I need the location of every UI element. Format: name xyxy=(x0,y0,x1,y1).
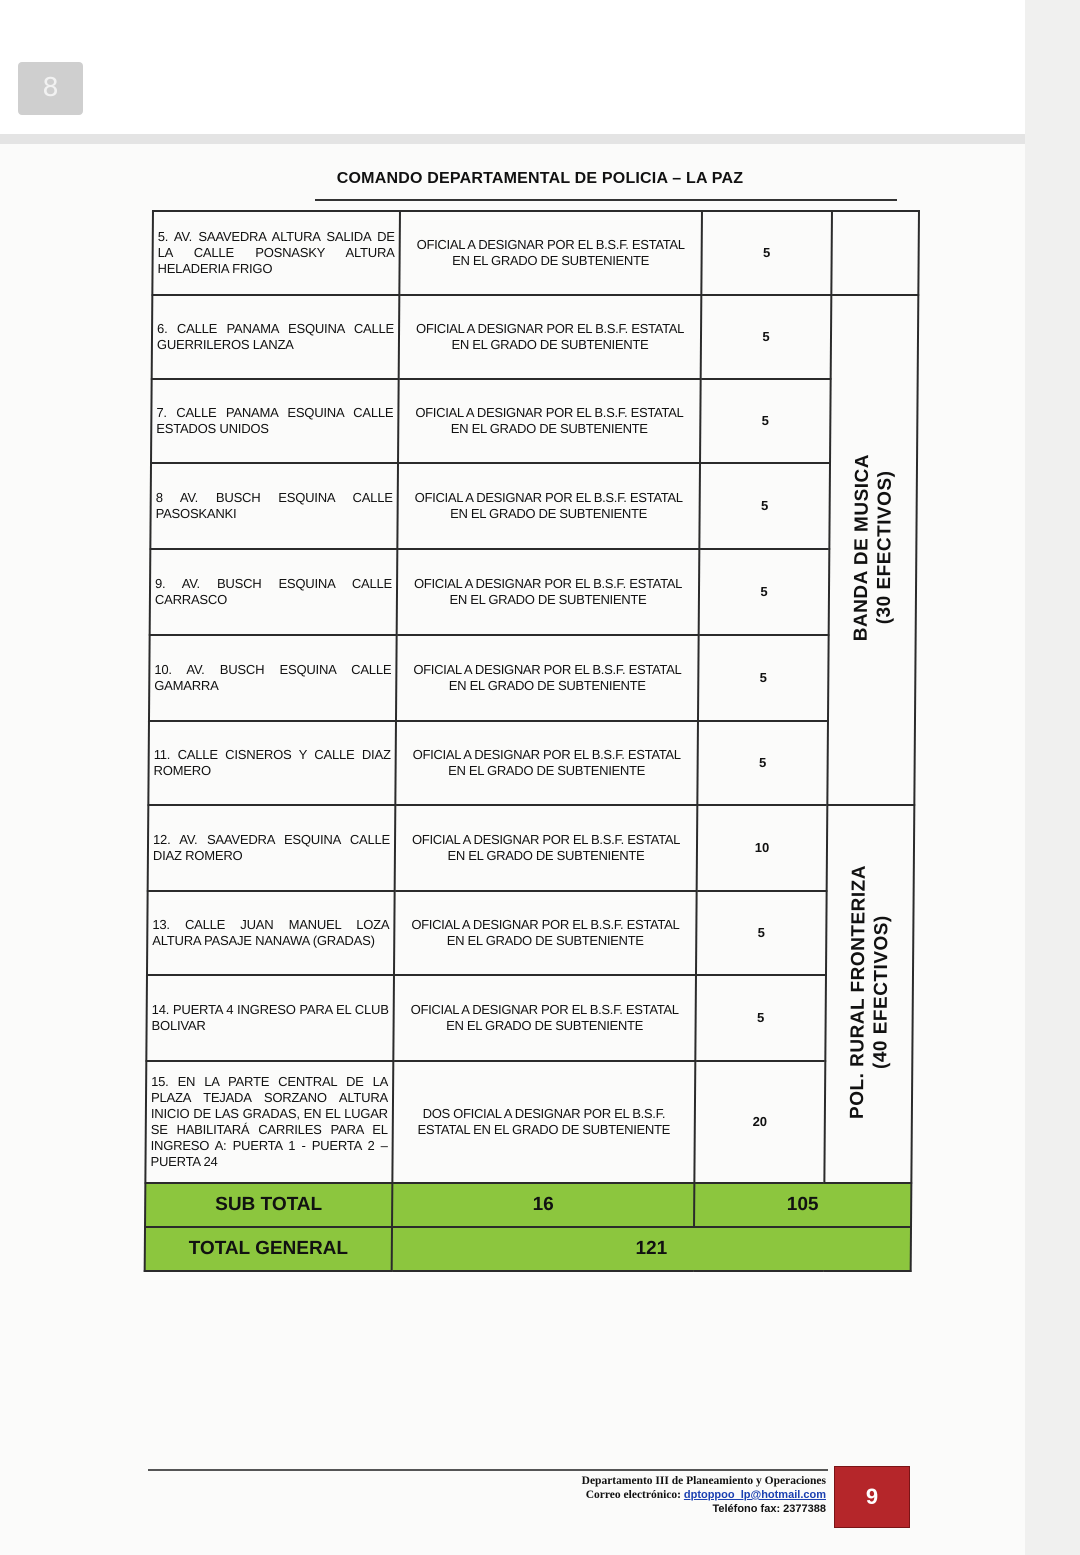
table-row xyxy=(145,1061,912,1183)
count-cell: 5 xyxy=(697,721,828,805)
count-cell: 5 xyxy=(699,549,830,635)
footer-email-link[interactable]: dptoppoo_lp@hotmail.com xyxy=(683,1489,826,1501)
officer-cell: OFICIAL A DESIGNAR POR EL B.S.F. ESTATAL EN EL GRADO DE SUBTENIENTE xyxy=(393,975,696,1061)
page-number-badge: 9 xyxy=(834,1466,910,1528)
table-row xyxy=(151,379,918,463)
document-header-title: COMANDO DEPARTAMENTAL DE POLICIA – LA PAZ xyxy=(336,170,744,187)
officer-cell: OFICIAL A DESIGNAR POR EL B.S.F. ESTATAL EN EL GRADO DE SUBTENIENTE xyxy=(397,463,700,549)
location-cell: 5. AV. SAAVEDRA ALTURA SALIDA DE LA CALLE POSNASKY ALTURA HELADERIA FRIGO xyxy=(152,211,400,295)
count-cell: 5 xyxy=(695,975,826,1061)
count-cell: 5 xyxy=(701,211,832,295)
table-row xyxy=(150,463,917,549)
count-cell: 10 xyxy=(697,805,828,891)
officer-cell: OFICIAL A DESIGNAR POR EL B.S.F. ESTATAL EN EL GRADO DE SUBTENIENTE xyxy=(397,549,700,635)
footer-rule xyxy=(148,1469,828,1471)
unit-banda-name: BANDA DE MUSICA xyxy=(850,454,873,642)
officer-cell: OFICIAL A DESIGNAR POR EL B.S.F. ESTATAL EN EL GRADO DE SUBTENIENTE xyxy=(399,295,702,379)
page-indicator-chip[interactable]: 8 xyxy=(18,62,83,115)
total-label: TOTAL GENERAL xyxy=(145,1227,392,1271)
table-row xyxy=(148,721,915,805)
footer-block xyxy=(480,1474,826,1516)
location-cell: 9. AV. BUSCH ESQUINA CALLE CARRASCO xyxy=(150,549,398,635)
officer-cell: OFICIAL A DESIGNAR POR EL B.S.F. ESTATAL EN EL GRADO DE SUBTENIENTE xyxy=(394,891,697,975)
subtotal-personnel: 105 xyxy=(694,1183,911,1227)
unit-cell-rural xyxy=(824,805,914,1183)
location-cell: 12. AV. SAAVEDRA ESQUINA CALLE DIAZ ROMERO xyxy=(148,805,396,891)
footer-email-line xyxy=(480,1488,826,1502)
count-cell: 5 xyxy=(696,891,827,975)
total-value: 121 xyxy=(392,1227,911,1271)
location-cell: 15. EN LA PARTE CENTRAL DE LA PLAZA TEJADA SORZANO ALTURA INICIO DE LAS GRADAS, EN EL LUGAR SE HABILITARÁ CARRILES PARA EL INGRESO A: PUERTA 1 - PUERTA 2 – PUERTA 24 xyxy=(145,1061,393,1183)
location-cell: 8 AV. BUSCH ESQUINA CALLE PASOSKANKI xyxy=(150,463,398,549)
page-margin-strip xyxy=(1025,0,1080,1555)
count-cell: 5 xyxy=(699,463,830,549)
subtotal-officers: 16 xyxy=(392,1183,694,1227)
unit-label-rural xyxy=(845,865,893,1119)
unit-banda-count: (30 EFECTIVOS) xyxy=(873,471,896,625)
table-row xyxy=(149,635,916,721)
officer-cell: OFICIAL A DESIGNAR POR EL B.S.F. ESTATAL EN EL GRADO DE SUBTENIENTE xyxy=(396,635,699,721)
table-row xyxy=(147,891,914,975)
table-row xyxy=(146,975,913,1061)
location-cell: 6. CALLE PANAMA ESQUINA CALLE GUERRILEROS LANZA xyxy=(152,295,400,379)
unit-cell-banda xyxy=(827,295,918,805)
location-cell: 7. CALLE PANAMA ESQUINA CALLE ESTADOS UNIDOS xyxy=(151,379,399,463)
footer-email-label: Correo electrónico: xyxy=(585,1489,682,1501)
subtotal-label: SUB TOTAL xyxy=(145,1183,392,1227)
page-separator xyxy=(0,134,1080,144)
previous-page-edge xyxy=(0,0,1080,140)
table-row xyxy=(152,211,919,295)
unit-label-banda xyxy=(849,454,896,641)
footer-department: Departamento III de Planeamiento y Operaciones xyxy=(581,1475,826,1487)
table-row xyxy=(150,549,917,635)
officer-cell: OFICIAL A DESIGNAR POR EL B.S.F. ESTATAL EN EL GRADO DE SUBTENIENTE xyxy=(395,721,698,805)
header-rule xyxy=(315,199,897,201)
table-row xyxy=(152,295,919,379)
location-cell: 11. CALLE CISNEROS Y CALLE DIAZ ROMERO xyxy=(148,721,396,805)
total-row xyxy=(145,1227,911,1271)
count-cell: 5 xyxy=(700,379,831,463)
count-cell: 20 xyxy=(694,1061,825,1183)
subtotal-row xyxy=(145,1183,911,1227)
location-cell: 13. CALLE JUAN MANUEL LOZA ALTURA PASAJE NANAWA (GRADAS) xyxy=(147,891,395,975)
footer-phone: Teléfono fax: 2377388 xyxy=(712,1503,826,1515)
location-cell: 10. AV. BUSCH ESQUINA CALLE GAMARRA xyxy=(149,635,397,721)
unit-cell-blank xyxy=(831,211,919,295)
unit-rural-count: (40 EFECTIVOS) xyxy=(869,915,892,1069)
deployment-table xyxy=(144,210,920,1272)
unit-rural-name: POL. RURAL FRONTERIZA xyxy=(846,865,870,1119)
count-cell: 5 xyxy=(698,635,829,721)
officer-cell: OFICIAL A DESIGNAR POR EL B.S.F. ESTATAL EN EL GRADO DE SUBTENIENTE xyxy=(395,805,698,891)
officer-cell: OFICIAL A DESIGNAR POR EL B.S.F. ESTATAL EN EL GRADO DE SUBTENIENTE xyxy=(398,379,701,463)
count-cell: 5 xyxy=(701,295,832,379)
location-cell: 14. PUERTA 4 INGRESO PARA EL CLUB BOLIVAR xyxy=(146,975,394,1061)
officer-cell: OFICIAL A DESIGNAR POR EL B.S.F. ESTATAL EN EL GRADO DE SUBTENIENTE xyxy=(399,211,702,295)
table-row xyxy=(148,805,915,891)
officer-cell: DOS OFICIAL A DESIGNAR POR EL B.S.F. ESTATAL EN EL GRADO DE SUBTENIENTE xyxy=(392,1061,695,1183)
